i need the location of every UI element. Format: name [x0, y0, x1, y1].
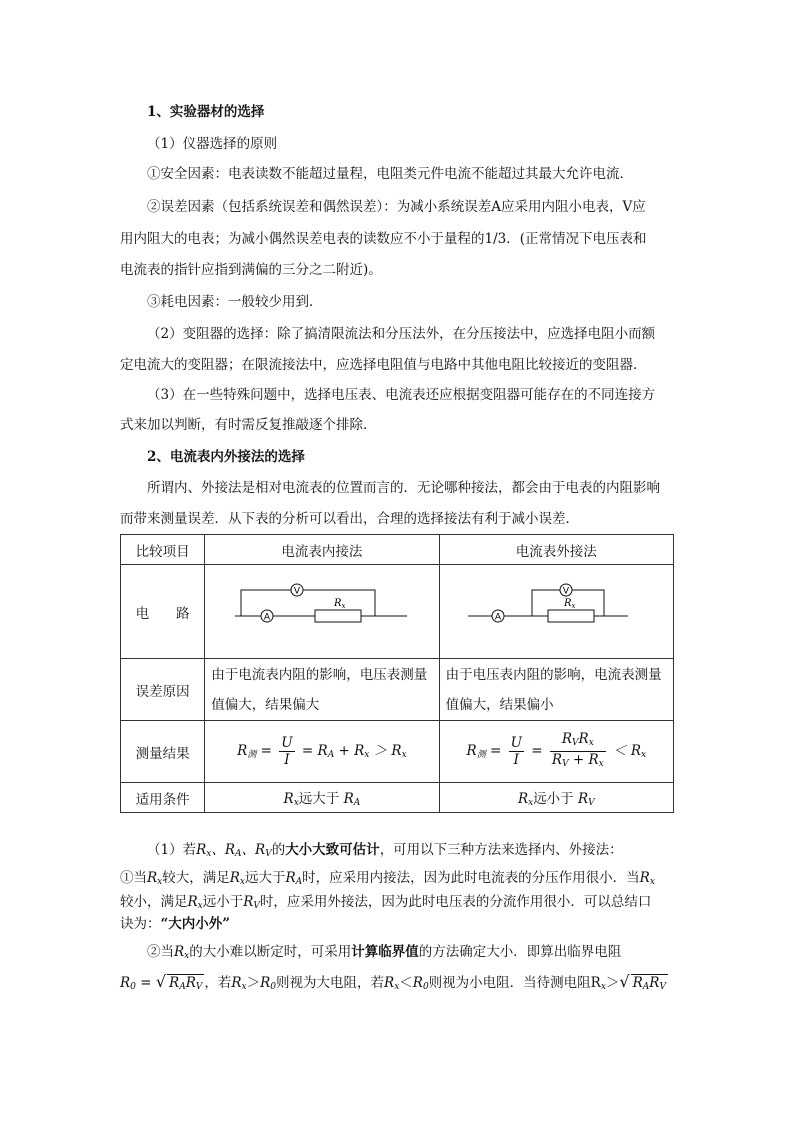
emphasis-text: 大小大致可估计	[285, 842, 380, 858]
ammeter-icon: A	[264, 612, 271, 622]
section1-p5a: （3）在一些特殊问题中，选择电压表、电流表还应根据变阻器可能存在的不同连接方	[147, 387, 656, 403]
emphasis-text: 计算临界值	[351, 944, 419, 960]
section1-p4b: 定电流大的变阻器；在限流接法中，应选择电阻值与电路中其他电阻比较接近的变阻器．	[120, 357, 647, 373]
inner-circuit-diagram	[211, 570, 421, 650]
row-label-condition: 适用条件	[121, 783, 205, 813]
table-row-error	[121, 659, 674, 721]
text-span: ②当	[147, 944, 174, 960]
text-span: 时，应采用内接法，因为此时电流表的分压作用很小．当	[302, 870, 640, 886]
header-cell: 电流表内接法	[205, 535, 439, 565]
critical-resistance-formula: $R_0$ = √ $R_AR_V$	[120, 975, 204, 991]
section2-p1b: 而带来测量误差．从下表的分析可以看出，合理的选择接法有利于减小误差．	[120, 511, 579, 527]
resistor-label: $R_x$	[563, 597, 576, 610]
section1-p1: ①安全因素：电表读数不能超过量程，电阻类元件电流不能超过其最大允许电流．	[147, 166, 633, 182]
text-span: ，可用以下三种方法来选择内、外接法：	[379, 842, 623, 858]
section3-line2: ①当$R_x$较大，满足$R_x$远大于$R_A$时，应采用内接法，因为此时电流表的分压作用很小．当$R_x$	[120, 870, 655, 887]
section1-p4a: （2）变阻器的选择：除了搞清限流法和分压法外，在分压接法中，应选择电阻小而额	[147, 326, 656, 342]
voltmeter-icon: V	[294, 586, 301, 596]
text-span: 的方法确定大小．即算出临界电阻	[418, 944, 622, 960]
text-span: 的大小难以断定时，可采用	[189, 944, 352, 960]
row-label-circuit: 电 路	[121, 565, 205, 659]
text-span: ①当	[120, 870, 147, 886]
table-row-circuit	[121, 565, 674, 659]
section1-sub1: （1）仪器选择的原则	[147, 136, 278, 152]
section1-p2a: ②误差因素（包括系统误差和偶然误差）：为减小系统误差A应采用内阻小电表，V应	[147, 199, 646, 215]
section3-line5: ②当$R_x$的大小难以断定时，可采用计算临界值的方法确定大小．即算出临界电阻	[147, 944, 622, 961]
error-outer-line1: 由于电压表内阻的影响，电流表测量	[445, 666, 662, 683]
error-outer-line2: 值偏大，结果偏小	[445, 696, 554, 713]
error-inner-line2: 值偏大，结果偏大	[211, 696, 320, 713]
condition-inner-text: 远大于	[298, 791, 340, 807]
row-label-error: 误差原因	[121, 659, 205, 721]
text-span: 时，应采用外接法，因为此时电压表的分流作用很小．可以总结口	[259, 894, 652, 910]
section1-title: 1、实验器材的选择	[147, 104, 265, 120]
row-label-result: 测量结果	[121, 721, 205, 783]
text-span: 远大于	[245, 870, 286, 886]
section3-line3: 较小，满足$R_x$远小于$R_V$时，应采用外接法，因为此时电压表的分流作用很小．可以总结口	[120, 894, 652, 911]
section3-line1: （1）若$R_x$、$R_A$、$R_V$的大小大致可估计，可用以下三种方法来选择内、外接法：	[147, 842, 623, 859]
emphasis-text: “大内小外”	[160, 916, 231, 932]
text-span: （1）若	[147, 842, 197, 858]
section2-title: 2、电流表内外接法的选择	[147, 449, 305, 465]
section2-p1a: 所谓内、外接法是相对电流表的位置而言的．无论哪种接法，都会由于电表的内阻影响	[147, 480, 660, 496]
ammeter-icon: A	[494, 612, 501, 622]
text-span: 的	[271, 842, 286, 858]
table-header-row	[121, 535, 674, 565]
text-span: 则视为小电阻．当待测电阻R	[428, 975, 601, 991]
text-span: 远小于	[202, 894, 244, 910]
table-row-condition	[121, 783, 674, 813]
text-span: 诀为：	[120, 916, 161, 932]
circuit-inner-cell	[205, 565, 439, 659]
section3-line6: $R_0$ = √ $R_AR_V$ ，若$R_x>R_0$则视为大电阻，若$R_x<R_0$则视为小电阻．当待测电阻$R_x>√$ $R_AR_V$	[120, 968, 680, 1001]
table-row-result	[121, 721, 674, 783]
outer-circuit-diagram	[446, 570, 656, 650]
header-cell: 比较项目	[121, 535, 205, 565]
error-outer-cell	[439, 659, 673, 721]
formula-inner: $R_测$ = $\frac{U}{I}$ = $R_A + R_x > R_x$	[205, 721, 439, 783]
comparison-table	[120, 534, 674, 813]
condition-outer-text: 远小于	[533, 791, 574, 807]
text-span: 则视为大电阻，若	[276, 975, 385, 991]
section1-p2c: 电流表的指针应指到满偏的三分之二附近)。	[120, 262, 382, 278]
error-inner-cell	[205, 659, 439, 721]
section1-p2b: 用内阻大的电表；为减小偶然误差电表的读数应不小于量程的1/3．(正常情况下电压表和	[120, 231, 647, 247]
header-cell: 电流表外接法	[439, 535, 673, 565]
text-span: ，若	[204, 975, 232, 991]
condition-inner: $R_x$远大于 $R_A$	[205, 783, 439, 813]
section3-line4	[120, 910, 680, 938]
section1-p3: ③耗电因素：一般较少用到．	[147, 294, 323, 310]
voltmeter-icon: V	[562, 586, 569, 596]
text-span: ＞	[605, 975, 620, 991]
formula-outer: $R_测$ = $\frac{U}{I}$ = $\frac{R_VR_x}{R_V + R_x}$ ＜ $R_x$	[439, 721, 673, 783]
text-span: 较小，满足	[120, 894, 188, 910]
resistor-label: $R_x$	[334, 597, 346, 610]
circuit-outer-cell	[439, 565, 673, 659]
error-inner-line1: 由于电流表内阻的影响，电压表测量	[211, 666, 428, 683]
section1-p5b: 式来加以判断，有时需反复推敲逐个排除．	[120, 417, 377, 433]
text-span: 较大，满足	[162, 870, 230, 886]
condition-outer: $R_x$远小于 $R_V$	[439, 783, 673, 813]
